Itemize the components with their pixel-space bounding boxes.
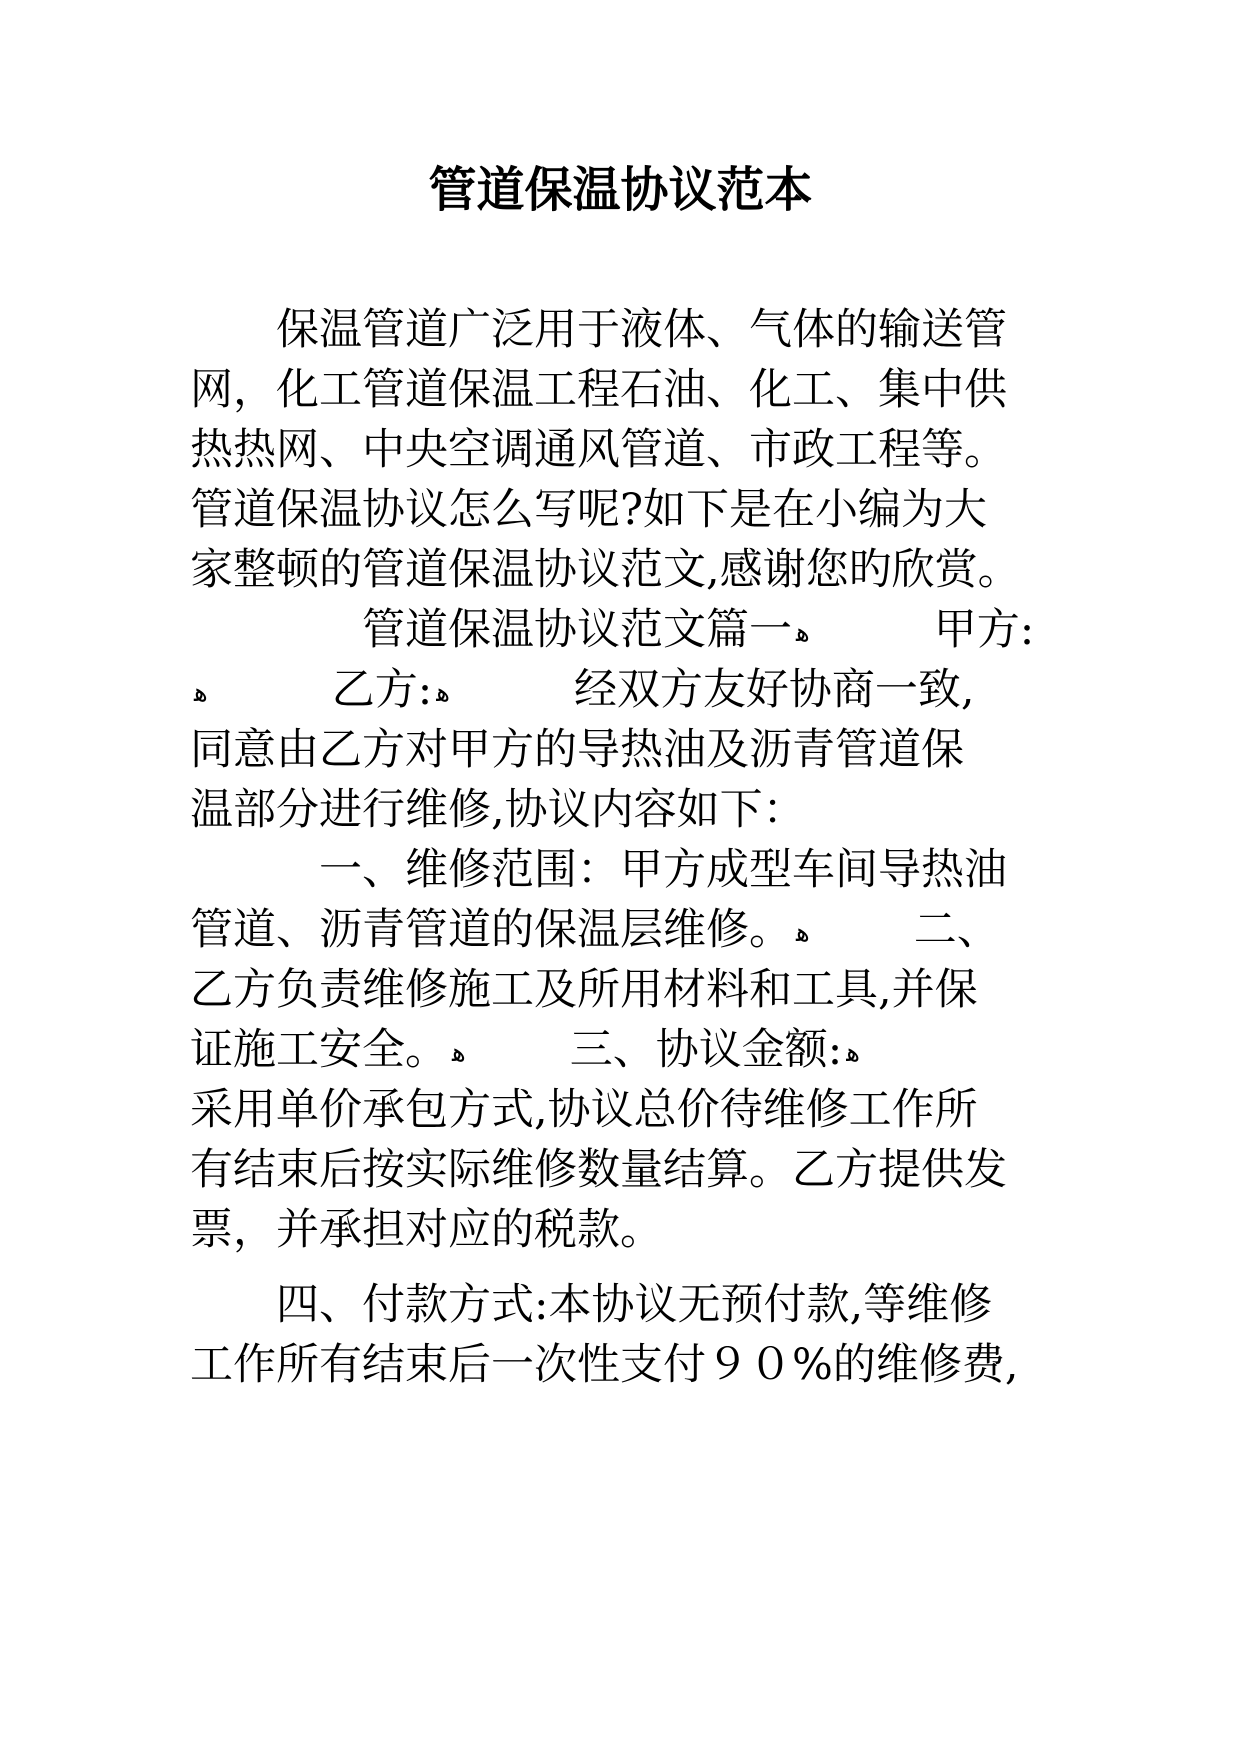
body-line: 采用单价承包方式,协议总价待维修工作所 xyxy=(190,1085,978,1135)
line-break-glyph: ﻫ xyxy=(796,918,810,948)
party-a-label: 甲方: xyxy=(933,605,1035,655)
body-line-scope xyxy=(190,900,1000,963)
line-break-glyph: ﻫ xyxy=(194,678,208,708)
body-line: 保温管道广泛用于液体、气体的输送管 xyxy=(190,305,1007,355)
line-break-glyph: ﻫ xyxy=(796,618,810,648)
document-title: 管道保温协议范本 xyxy=(428,162,813,218)
body-line: 温部分进行维修,协议内容如下： xyxy=(190,785,806,835)
scope-text: 管道、沥青管道的保温层维修。 xyxy=(190,905,792,955)
consensus-text: 经双方友好协商一致, xyxy=(573,665,975,715)
line-break-glyph: ﻫ xyxy=(846,1038,860,1068)
body-line: 乙方负责维修施工及所用材料和工具,并保 xyxy=(190,965,978,1015)
line-break-glyph: ﻫ xyxy=(436,678,450,708)
safety-text: 证施工安全。 xyxy=(190,1025,448,1075)
section-heading-text: 管道保温协议范文篇一 xyxy=(190,605,792,655)
body-line: 管道保温协议怎么写呢?如下是在小编为大 xyxy=(190,485,988,535)
body-line-clause-three xyxy=(190,1020,864,1083)
body-line: 家整顿的管道保温协议范文,感谢您旳欣赏。 xyxy=(190,545,1021,595)
party-b-label: 乙方: xyxy=(331,665,433,715)
body-line: 网，化工管道保温工程石油、化工、集中供 xyxy=(190,365,1007,415)
body-line: 一、维修范围：甲方成型车间导热油 xyxy=(190,845,1007,895)
body-line: 四、付款方式:本协议无预付款,等维修 xyxy=(190,1280,993,1330)
body-line-parties xyxy=(190,660,975,723)
clause-two-number: 二、 xyxy=(913,905,1000,955)
body-line: 热热网、中央空调通风管道、市政工程等。 xyxy=(190,425,1007,475)
line-break-glyph: ﻫ xyxy=(452,1038,466,1068)
body-line: 工作所有结束后一次性支付９０%的维修费, xyxy=(190,1340,1019,1390)
body-line: 票，并承担对应的税款。 xyxy=(190,1205,663,1255)
body-line-section-heading xyxy=(190,600,1034,663)
clause-three-heading: 三、协议金额: xyxy=(569,1025,843,1075)
body-line: 同意由乙方对甲方的导热油及沥青管道保 xyxy=(190,725,964,775)
body-line: 有结束后按实际维修数量结算。乙方提供发 xyxy=(190,1145,1007,1195)
